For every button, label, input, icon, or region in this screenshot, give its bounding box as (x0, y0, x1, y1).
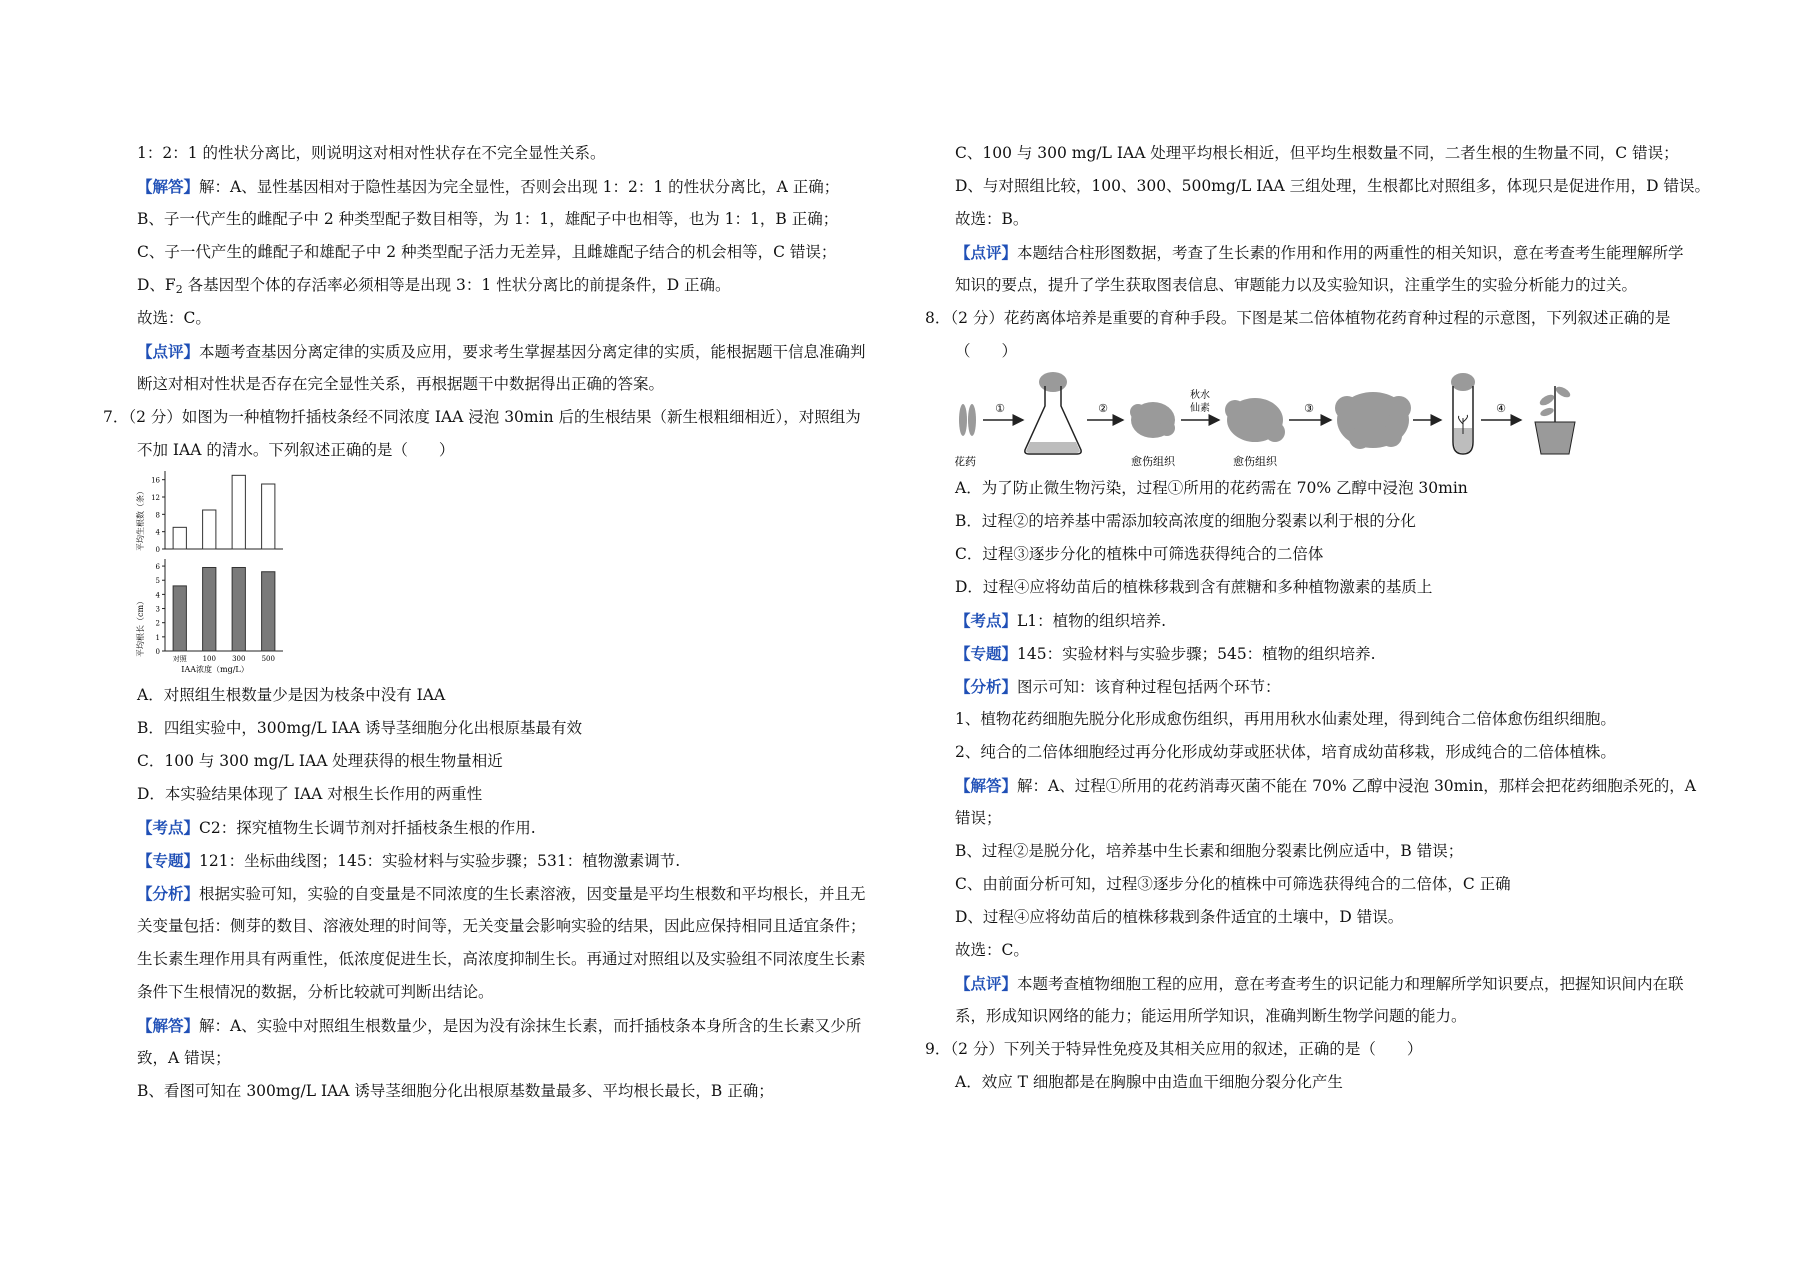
comment-tag: 【点评】 (137, 342, 200, 361)
zhuanti-line: 【专题】145：实验材料与实验步骤；545：植物的组织培养. (955, 644, 1376, 663)
option-d: D．过程④应将幼苗后的植株移栽到含有蔗糖和多种植物激素的基质上 (955, 578, 1433, 596)
bar-root-count (173, 527, 186, 549)
x-tick-label: 100 (202, 655, 216, 663)
option-c: C．100 与 300 mg/L IAA 处理获得的根生物量相近 (137, 752, 503, 770)
option-c: C．过程③逐步分化的植株中可筛选获得纯合的二倍体 (955, 545, 1324, 563)
text-line: C、子一代产生的雌配子和雄配子中 2 种类型配子活力无差异，且雌雄配子结合的机会相等，C 错误； (137, 243, 837, 261)
figure-7-svg (133, 467, 333, 679)
option-a: A．对照组生根数量少是因为枝条中没有 IAA (137, 686, 446, 704)
text-line: B、过程②是脱分化，培养基中生长素和细胞分裂素比例应适中，B 错误； (955, 842, 1464, 860)
question-7-stem: 7．（2 分）如图为一种植物扦插枝条经不同浓度 IAA 浸泡 30min 后的生根结果（新生根粗细相近），对照组为 (103, 408, 861, 426)
text-line: 故选：C。 (955, 941, 1029, 959)
left-column (103, 137, 908, 1108)
callus-2-label: 愈伤组织 (1233, 455, 1277, 468)
text-line: D、过程④应将幼苗后的植株移栽到条件适宜的土壤中，D 错误。 (955, 908, 1404, 926)
option-b: B．四组实验中，300mg/L IAA 诱导茎细胞分化出根原基最有效 (137, 719, 582, 737)
bar-root-length (262, 572, 275, 651)
text-line: C、100 与 300 mg/L IAA 处理平均根长相近，但平均生根数量不同，二者生根的生物量不同，C 错误； (955, 144, 1679, 162)
text-line: 关变量包括：侧芽的数目、溶液处理的时间等，无关变量会影响实验的结果，因此应保持相同且适宜条件； (137, 917, 866, 935)
question-8-stem-cont: （ ） (955, 342, 1018, 360)
fenxi-line: 【分析】图示可知：该育种过程包括两个环节： (955, 677, 1281, 696)
answer-line: 【解答】解：A、实验中对照组生根数量少，是因为没有涂抹生长素，而扦插枝条本身所含的生长素又少所 (137, 1016, 862, 1035)
callus-2-icon (1225, 398, 1285, 442)
chart-bottom-group (156, 559, 283, 663)
x-tick-label: 300 (232, 655, 246, 663)
text-line: 知识的要点，提升了学生获取图表信息、审题能力以及实验知识，注重学生的实验分析能力的过关。 (955, 276, 1638, 294)
option-d: D．本实验结果体现了 IAA 对根生长作用的两重性 (137, 785, 483, 803)
text-line: 错误； (955, 809, 1002, 827)
kaodian-line: 【考点】L1：植物的组织培养. (955, 611, 1167, 630)
option-b: B．过程②的培养基中需添加较高浓度的细胞分裂素以利于根的分化 (955, 512, 1416, 530)
x-tick-label: 对照 (172, 655, 187, 663)
text-line: 1、植物花药细胞先脱分化形成愈伤组织，再用用秋水仙素处理，得到纯合二倍体愈伤组织细胞。 (955, 710, 1616, 728)
kaodian-line: 【考点】C2：探究植物生长调节剂对扦插枝条生根的作用. (137, 818, 536, 837)
differentiated-tissue-icon (1335, 392, 1411, 449)
figure-8-svg (955, 372, 1595, 472)
y1-axis-label: 平均生根数（条） (136, 487, 145, 551)
colchicine-label-1: 秋水 (1190, 390, 1210, 401)
y-tick-label: 16 (151, 476, 160, 485)
y2-axis-label: 平均根长（cm） (136, 596, 145, 658)
y-tick-label: 5 (155, 577, 160, 586)
text-line: 1：2：1 的性状分离比，则说明这对相对性状存在不完全显性关系。 (137, 144, 606, 162)
fenxi-line: 【分析】根据实验可知，实验的自变量是不同浓度的生长素溶液，因变量是平均生根数和平均根长，并且无 (137, 884, 866, 903)
step-4-label: ④ (1496, 402, 1506, 415)
text-line: C、由前面分析可知，过程③逐步分化的植株中可筛选获得纯合的二倍体，C 正确 (955, 875, 1511, 893)
figure-8-process-diagram (955, 372, 1725, 472)
flask-icon (1025, 372, 1081, 454)
text-line: 故选：B。 (955, 210, 1029, 228)
bar-root-count (232, 475, 245, 549)
text-line: 2、纯合的二倍体细胞经过再分化形成幼芽或胚状体，培育成幼苗移栽，形成纯合的二倍体植株。 (955, 743, 1616, 761)
right-column (925, 137, 1725, 1099)
bar-root-count (262, 484, 275, 549)
anther-label: 花药 (955, 455, 976, 468)
bar-root-length (232, 567, 245, 651)
anther-icon (959, 404, 976, 436)
answer-line: 【解答】解：A、过程①所用的花药消毒灭菌不能在 70% 乙醇中浸泡 30min，那样会把花药细胞杀死的，A (955, 776, 1696, 795)
step-3-label: ③ (1304, 402, 1314, 415)
colchicine-label-2: 仙素 (1190, 403, 1210, 414)
chart-top-group (151, 471, 283, 554)
callus-1-icon (1130, 402, 1175, 438)
question-7-stem-cont: 不加 IAA 的清水。下列叙述正确的是（ ） (137, 441, 455, 459)
bar-root-count (203, 510, 216, 549)
figure-7-bar-charts (133, 467, 908, 679)
text-line: 系，形成知识网络的能力；能运用所学知识，准确判断生物学问题的能力。 (955, 1007, 1467, 1025)
test-tube-icon (1451, 373, 1475, 454)
answer-line: 【解答】解：A、显性基因相对于隐性基因为完全显性，否则会出现 1：2：1 的性状分离比，A 正确； (137, 177, 840, 196)
text-line: B、子一代产生的雌配子中 2 种类型配子数目相等，为 1：1，雄配子中也相等，也为 1：1，B 正确； (137, 210, 839, 228)
y-tick-label: 1 (155, 633, 160, 642)
comment-line: 【点评】本题结合柱形图数据，考查了生长素的作用和作用的两重性的相关知识，意在考查考生能理解所学 (955, 243, 1684, 262)
option-a: A．效应 T 细胞都是在胸腺中由造血干细胞分裂分化产生 (955, 1073, 1343, 1091)
bar-root-length (173, 586, 186, 651)
step-2-label: ② (1098, 402, 1108, 415)
answer-tag: 【解答】 (137, 177, 200, 196)
text-line: 生长素生理作用具有两重性，低浓度促进生长，高浓度抑制生长。再通过对照组以及实验组不同浓度生长素 (137, 950, 866, 968)
text-line: B、看图可知在 300mg/L IAA 诱导茎细胞分化出根原基数量最多、平均根长最长，B 正确； (137, 1082, 774, 1100)
zhuanti-line: 【专题】121：坐标曲线图；145：实验材料与实验步骤；531：植物激素调节. (137, 851, 681, 870)
text-line: 条件下生根情况的数据，分析比较就可判断出结论。 (137, 983, 494, 1001)
y-tick-label: 3 (155, 605, 160, 614)
question-8-stem: 8．（2 分）花药离体培养是重要的育种手段。下图是某二倍体植物花药育种过程的示意图，下列叙述正确的是 (925, 309, 1671, 327)
comment-line: 【点评】本题考查基因分离定律的实质及应用，要求考生掌握基因分离定律的实质，能根据题干信息准确判 (137, 342, 866, 361)
y-tick-label: 0 (155, 546, 160, 554)
text-line: D、$F_2$ 各基因型个体的存活率必须相等是出现 3：1 性状分离比的前提条件，D 正确。 (137, 276, 731, 296)
y-tick-label: 0 (155, 648, 160, 656)
bar-root-length (203, 567, 216, 651)
y-tick-label: 4 (155, 591, 160, 600)
text-line: 致，A 错误； (137, 1049, 231, 1067)
y-tick-label: 8 (155, 511, 160, 520)
y-tick-label: 12 (151, 494, 160, 502)
text-line: 断这对相对性状是否存在完全显性关系，再根据题干中数据得出正确的答案。 (137, 375, 665, 393)
text-line: 故选：C。 (137, 309, 211, 327)
y-tick-label: 4 (155, 528, 160, 537)
text-line: D、与对照组比较，100、300、500mg/L IAA 三组处理，生根都比对照组多，体现只是促进作用，D 错误。 (955, 177, 1711, 195)
step-1-label: ① (995, 402, 1005, 415)
x-axis-label: IAA浓度（mg/L） (181, 665, 249, 674)
y-tick-label: 2 (155, 619, 160, 628)
question-9-stem: 9．（2 分）下列关于特异性免疫及其相关应用的叙述，正确的是（ ） (925, 1040, 1423, 1058)
x-tick-label: 500 (261, 655, 275, 663)
callus-1-label: 愈伤组织 (1131, 455, 1175, 468)
potted-plant-icon (1535, 385, 1575, 454)
option-a: A．为了防止微生物污染，过程①所用的花药需在 70% 乙醇中浸泡 30min (955, 479, 1468, 497)
comment-line: 【点评】本题考查植物细胞工程的应用，意在考查考生的识记能力和理解所学知识要点，把握知识间内在联 (955, 974, 1684, 993)
y-tick-label: 6 (155, 563, 160, 572)
